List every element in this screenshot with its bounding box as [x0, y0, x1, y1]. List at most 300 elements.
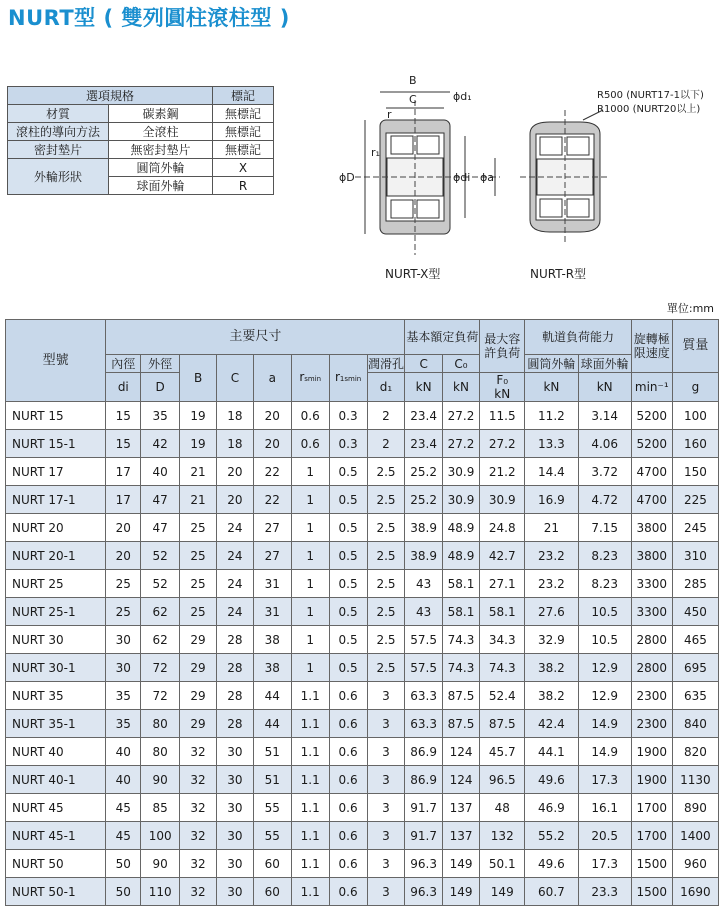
value-cell: 44.1 — [525, 738, 578, 766]
value-cell: 3300 — [631, 570, 672, 598]
table-row — [6, 570, 719, 598]
value-cell: 149 — [442, 878, 479, 906]
value-cell: 4.06 — [578, 430, 631, 458]
value-cell: 85 — [141, 794, 180, 822]
value-cell: 96.3 — [405, 850, 442, 878]
value-cell: 160 — [672, 430, 718, 458]
spec-key: 密封墊片 — [8, 141, 109, 159]
value-cell: 3.14 — [578, 402, 631, 430]
spec-value: 無密封墊片 — [109, 141, 213, 159]
value-cell: 32 — [180, 794, 217, 822]
table-row — [6, 682, 719, 710]
value-cell: 4.72 — [578, 486, 631, 514]
value-cell: 4700 — [631, 486, 672, 514]
spec-value: 圓筒外輪 — [109, 159, 213, 177]
value-cell: 0.6 — [329, 766, 367, 794]
value-cell: 87.5 — [480, 710, 525, 738]
value-cell: 24 — [217, 570, 254, 598]
value-cell: 30.9 — [480, 486, 525, 514]
value-cell: 86.9 — [405, 766, 442, 794]
value-cell: 1.1 — [291, 710, 329, 738]
value-cell: 5200 — [631, 430, 672, 458]
value-cell: 42.7 — [480, 542, 525, 570]
model-cell: NURT 20 — [6, 514, 106, 542]
value-cell: 52 — [141, 570, 180, 598]
spec-value: 碳素鋼 — [109, 105, 213, 123]
value-cell: 2.5 — [367, 570, 405, 598]
value-cell: 25 — [106, 598, 141, 626]
table-row — [6, 654, 719, 682]
table-header-row — [6, 320, 719, 355]
value-cell: 63.3 — [405, 682, 442, 710]
value-cell: 55 — [253, 822, 291, 850]
value-cell: 32 — [180, 822, 217, 850]
table-row — [6, 626, 719, 654]
col-static-c0: C₀ — [442, 355, 479, 373]
unit-rpm: min⁻¹ — [631, 373, 672, 402]
model-cell: NURT 50-1 — [6, 878, 106, 906]
value-cell: 18 — [217, 402, 254, 430]
value-cell: 27.2 — [480, 430, 525, 458]
value-cell: 1 — [291, 458, 329, 486]
value-cell: 17 — [106, 486, 141, 514]
value-cell: 51 — [253, 766, 291, 794]
value-cell: 100 — [141, 822, 180, 850]
value-cell: 1.1 — [291, 850, 329, 878]
model-cell: NURT 15-1 — [6, 430, 106, 458]
unit-kn: kN — [494, 387, 511, 401]
value-cell: 52.4 — [480, 682, 525, 710]
table-row — [6, 794, 719, 822]
table-row — [6, 738, 719, 766]
value-cell: 0.5 — [329, 458, 367, 486]
value-cell: 2.5 — [367, 514, 405, 542]
value-cell: 30 — [217, 738, 254, 766]
value-cell: 0.5 — [329, 654, 367, 682]
value-cell: 0.5 — [329, 514, 367, 542]
spec-value: 球面外輪 — [109, 177, 213, 195]
model-cell: NURT 50 — [6, 850, 106, 878]
value-cell: 28 — [217, 710, 254, 738]
spec-key: 材質 — [8, 105, 109, 123]
value-cell: 3 — [367, 766, 405, 794]
model-cell: NURT 40-1 — [6, 766, 106, 794]
value-cell: 35 — [106, 682, 141, 710]
col-dynamic-c: C — [405, 355, 442, 373]
value-cell: 60.7 — [525, 878, 578, 906]
col-model: 型號 — [6, 320, 106, 402]
value-cell: 80 — [141, 710, 180, 738]
value-cell: 29 — [180, 626, 217, 654]
value-cell: 3 — [367, 794, 405, 822]
value-cell: 17 — [106, 458, 141, 486]
label-a: ϕa — [480, 171, 494, 184]
spec-row — [8, 141, 274, 159]
value-cell: 0.6 — [291, 430, 329, 458]
value-cell: 14.9 — [578, 710, 631, 738]
value-cell: 0.6 — [329, 822, 367, 850]
value-cell: 50 — [106, 850, 141, 878]
value-cell: 96.3 — [405, 878, 442, 906]
value-cell: 22 — [253, 486, 291, 514]
col-d1: d₁ — [367, 373, 405, 402]
value-cell: 40 — [106, 766, 141, 794]
value-cell: 40 — [141, 458, 180, 486]
value-cell: 20 — [106, 514, 141, 542]
value-cell: 1.1 — [291, 878, 329, 906]
value-cell: 55 — [253, 794, 291, 822]
value-cell: 74.3 — [480, 654, 525, 682]
col-di: di — [106, 373, 141, 402]
value-cell: 10.5 — [578, 626, 631, 654]
value-cell: 0.5 — [329, 486, 367, 514]
value-cell: 1690 — [672, 878, 718, 906]
unit-label: 單位:mm — [666, 302, 714, 315]
value-cell: 50.1 — [480, 850, 525, 878]
value-cell: 12.9 — [578, 654, 631, 682]
value-cell: 25 — [180, 514, 217, 542]
bearing-drawing — [335, 70, 720, 300]
value-cell: 0.6 — [329, 794, 367, 822]
value-cell: 38 — [253, 654, 291, 682]
value-cell: 820 — [672, 738, 718, 766]
value-cell: 16.9 — [525, 486, 578, 514]
value-cell: 450 — [672, 598, 718, 626]
value-cell: 2800 — [631, 654, 672, 682]
model-cell: NURT 45 — [6, 794, 106, 822]
value-cell: 890 — [672, 794, 718, 822]
value-cell: 23.2 — [525, 570, 578, 598]
value-cell: 24 — [217, 598, 254, 626]
value-cell: 12.9 — [578, 682, 631, 710]
value-cell: 1 — [291, 486, 329, 514]
value-cell: 35 — [141, 402, 180, 430]
value-cell: 840 — [672, 710, 718, 738]
col-basic-load: 基本額定負荷 — [405, 320, 480, 355]
value-cell: 86.9 — [405, 738, 442, 766]
spec-header-options: 選項規格 — [8, 87, 213, 105]
value-cell: 25.2 — [405, 486, 442, 514]
col-c: C — [217, 355, 254, 402]
model-cell: NURT 30 — [6, 626, 106, 654]
value-cell: 63.3 — [405, 710, 442, 738]
value-cell: 30.9 — [442, 486, 479, 514]
value-cell: 20 — [106, 542, 141, 570]
value-cell: 90 — [141, 850, 180, 878]
value-cell: 25 — [180, 598, 217, 626]
value-cell: 1500 — [631, 850, 672, 878]
value-cell: 1900 — [631, 738, 672, 766]
spec-mark: X — [213, 159, 274, 177]
spec-mark: 無標記 — [213, 141, 274, 159]
value-cell: 23.4 — [405, 402, 442, 430]
value-cell: 35 — [106, 710, 141, 738]
value-cell: 2 — [367, 430, 405, 458]
spec-key: 外輪形狀 — [8, 159, 109, 195]
value-cell: 58.1 — [480, 598, 525, 626]
value-cell: 0.3 — [329, 402, 367, 430]
value-cell: 1700 — [631, 822, 672, 850]
value-cell: 1.1 — [291, 682, 329, 710]
value-cell: 87.5 — [442, 710, 479, 738]
value-cell: 2.5 — [367, 598, 405, 626]
value-cell: 5200 — [631, 402, 672, 430]
value-cell: 44 — [253, 682, 291, 710]
value-cell: 49.6 — [525, 850, 578, 878]
value-cell: 44 — [253, 710, 291, 738]
value-cell: 27.2 — [442, 430, 479, 458]
value-cell: 1500 — [631, 878, 672, 906]
value-cell: 3800 — [631, 514, 672, 542]
spec-header-row — [8, 87, 274, 105]
col-outer: 外徑 — [141, 355, 180, 373]
r-note-2: R1000 (NURT20以上) — [597, 104, 701, 115]
value-cell: 695 — [672, 654, 718, 682]
value-cell: 27.2 — [442, 402, 479, 430]
value-cell: 14.9 — [578, 738, 631, 766]
value-cell: 34.3 — [480, 626, 525, 654]
value-cell: 20 — [217, 486, 254, 514]
col-f0 — [480, 373, 525, 402]
value-cell: 2800 — [631, 626, 672, 654]
value-cell: 1 — [291, 514, 329, 542]
option-spec-table — [7, 86, 274, 195]
table-row — [6, 402, 719, 430]
value-cell: 150 — [672, 458, 718, 486]
value-cell: 96.5 — [480, 766, 525, 794]
value-cell: 132 — [480, 822, 525, 850]
nurt-r-drawing — [520, 110, 610, 245]
value-cell: 124 — [442, 738, 479, 766]
value-cell: 30 — [217, 794, 254, 822]
value-cell: 225 — [672, 486, 718, 514]
value-cell: 40 — [106, 738, 141, 766]
value-cell: 57.5 — [405, 654, 442, 682]
value-cell: 74.3 — [442, 654, 479, 682]
col-mass: 質量 — [672, 320, 718, 373]
value-cell: 14.4 — [525, 458, 578, 486]
value-cell: 24 — [217, 542, 254, 570]
value-cell: 0.6 — [329, 710, 367, 738]
value-cell: 15 — [106, 430, 141, 458]
value-cell: 0.5 — [329, 626, 367, 654]
table-row — [6, 598, 719, 626]
value-cell: 23.2 — [525, 542, 578, 570]
value-cell: 3 — [367, 822, 405, 850]
value-cell: 30 — [106, 626, 141, 654]
col-max-static-load: 最大容許負荷 — [480, 320, 525, 373]
value-cell: 25.2 — [405, 458, 442, 486]
value-cell: 0.6 — [329, 738, 367, 766]
value-cell: 137 — [442, 822, 479, 850]
value-cell: 635 — [672, 682, 718, 710]
spec-key: 滾柱的導向方法 — [8, 123, 109, 141]
value-cell: 100 — [672, 402, 718, 430]
value-cell: 87.5 — [442, 682, 479, 710]
col-r1 — [329, 355, 367, 402]
value-cell: 27.6 — [525, 598, 578, 626]
value-cell: 27 — [253, 514, 291, 542]
value-cell: 30 — [217, 878, 254, 906]
value-cell: 1130 — [672, 766, 718, 794]
value-cell: 0.6 — [329, 682, 367, 710]
value-cell: 16.1 — [578, 794, 631, 822]
value-cell: 60 — [253, 878, 291, 906]
caption-nurt-r: NURT-R型 — [530, 267, 587, 281]
value-cell: 38 — [253, 626, 291, 654]
value-cell: 1 — [291, 542, 329, 570]
table-row — [6, 822, 719, 850]
value-cell: 17.3 — [578, 766, 631, 794]
value-cell: 149 — [480, 878, 525, 906]
table-row — [6, 458, 719, 486]
col-r-label: r — [299, 370, 305, 384]
value-cell: 24 — [217, 514, 254, 542]
value-cell: 31 — [253, 598, 291, 626]
value-cell: 245 — [672, 514, 718, 542]
value-cell: 32 — [180, 738, 217, 766]
value-cell: 21 — [180, 486, 217, 514]
col-cylindrical: 圓筒外輪 — [525, 355, 578, 373]
col-r-sub: smin — [304, 375, 322, 383]
value-cell: 28 — [217, 626, 254, 654]
value-cell: 27 — [253, 542, 291, 570]
value-cell: 45 — [106, 822, 141, 850]
value-cell: 50 — [106, 878, 141, 906]
value-cell: 1.1 — [291, 822, 329, 850]
value-cell: 23.3 — [578, 878, 631, 906]
value-cell: 3 — [367, 850, 405, 878]
value-cell: 32.9 — [525, 626, 578, 654]
unit-kn: kN — [578, 373, 631, 402]
table-row — [6, 710, 719, 738]
value-cell: 0.5 — [329, 542, 367, 570]
value-cell: 25 — [106, 570, 141, 598]
value-cell: 38.2 — [525, 654, 578, 682]
value-cell: 30 — [217, 766, 254, 794]
col-bore: 內徑 — [106, 355, 141, 373]
table-header-row — [6, 355, 719, 373]
col-a: a — [253, 355, 291, 402]
value-cell: 0.3 — [329, 430, 367, 458]
value-cell: 20 — [217, 458, 254, 486]
value-cell: 46.9 — [525, 794, 578, 822]
value-cell: 110 — [141, 878, 180, 906]
col-r1-sub: 1smin — [339, 375, 362, 383]
value-cell: 30 — [217, 850, 254, 878]
col-spherical: 球面外輪 — [578, 355, 631, 373]
col-f0-label: F₀ — [496, 373, 509, 387]
col-main-dimensions: 主要尺寸 — [106, 320, 405, 355]
value-cell: 1900 — [631, 766, 672, 794]
value-cell: 48 — [480, 794, 525, 822]
label-outer-diameter: ϕD — [339, 171, 355, 184]
unit-g: g — [672, 373, 718, 402]
value-cell: 24.8 — [480, 514, 525, 542]
value-cell: 43 — [405, 570, 442, 598]
value-cell: 0.5 — [329, 570, 367, 598]
col-speed-limit: 旋轉極限速度 — [631, 320, 672, 373]
value-cell: 72 — [141, 654, 180, 682]
model-cell: NURT 35-1 — [6, 710, 106, 738]
page-title: NURT型 ( 雙列圓柱滾柱型 ) — [8, 6, 290, 30]
value-cell: 30.9 — [442, 458, 479, 486]
model-cell: NURT 20-1 — [6, 542, 106, 570]
value-cell: 58.1 — [442, 570, 479, 598]
value-cell: 30 — [106, 654, 141, 682]
table-body — [6, 402, 719, 906]
col-track-load: 軌道負荷能力 — [525, 320, 632, 355]
value-cell: 47 — [141, 514, 180, 542]
value-cell: 3.72 — [578, 458, 631, 486]
value-cell: 23.4 — [405, 430, 442, 458]
value-cell: 2.5 — [367, 626, 405, 654]
value-cell: 1.1 — [291, 766, 329, 794]
table-row — [6, 766, 719, 794]
value-cell: 32 — [180, 878, 217, 906]
model-cell: NURT 17 — [6, 458, 106, 486]
value-cell: 90 — [141, 766, 180, 794]
label-b: B — [409, 74, 417, 87]
value-cell: 2.5 — [367, 486, 405, 514]
value-cell: 72 — [141, 682, 180, 710]
value-cell: 4700 — [631, 458, 672, 486]
unit-kn: kN — [405, 373, 442, 402]
spec-header-mark: 標記 — [213, 87, 274, 105]
label-c: C — [409, 93, 417, 106]
value-cell: 2300 — [631, 710, 672, 738]
value-cell: 38.9 — [405, 542, 442, 570]
col-lube-hole: 潤滑孔 — [367, 356, 404, 371]
value-cell: 31 — [253, 570, 291, 598]
value-cell: 22 — [253, 458, 291, 486]
value-cell: 1 — [291, 598, 329, 626]
value-cell: 1 — [291, 626, 329, 654]
value-cell: 1400 — [672, 822, 718, 850]
value-cell: 11.2 — [525, 402, 578, 430]
value-cell: 124 — [442, 766, 479, 794]
spec-mark: 無標記 — [213, 105, 274, 123]
value-cell: 3300 — [631, 598, 672, 626]
value-cell: 29 — [180, 710, 217, 738]
value-cell: 28 — [217, 654, 254, 682]
value-cell: 32 — [180, 766, 217, 794]
col-b: B — [180, 355, 217, 402]
value-cell: 80 — [141, 738, 180, 766]
spec-row — [8, 105, 274, 123]
model-cell: NURT 30-1 — [6, 654, 106, 682]
spec-row — [8, 123, 274, 141]
caption-nurt-x: NURT-X型 — [385, 267, 441, 281]
value-cell: 49.6 — [525, 766, 578, 794]
label-r: r — [387, 108, 392, 121]
value-cell: 57.5 — [405, 626, 442, 654]
value-cell: 285 — [672, 570, 718, 598]
col-r — [291, 355, 329, 402]
value-cell: 20 — [253, 430, 291, 458]
value-cell: 1.1 — [291, 738, 329, 766]
value-cell: 27.1 — [480, 570, 525, 598]
value-cell: 3 — [367, 878, 405, 906]
value-cell: 137 — [442, 794, 479, 822]
value-cell: 48.9 — [442, 514, 479, 542]
value-cell: 17.3 — [578, 850, 631, 878]
value-cell: 91.7 — [405, 822, 442, 850]
value-cell: 11.5 — [480, 402, 525, 430]
value-cell: 2 — [367, 402, 405, 430]
value-cell: 0.6 — [329, 850, 367, 878]
value-cell: 25 — [180, 570, 217, 598]
